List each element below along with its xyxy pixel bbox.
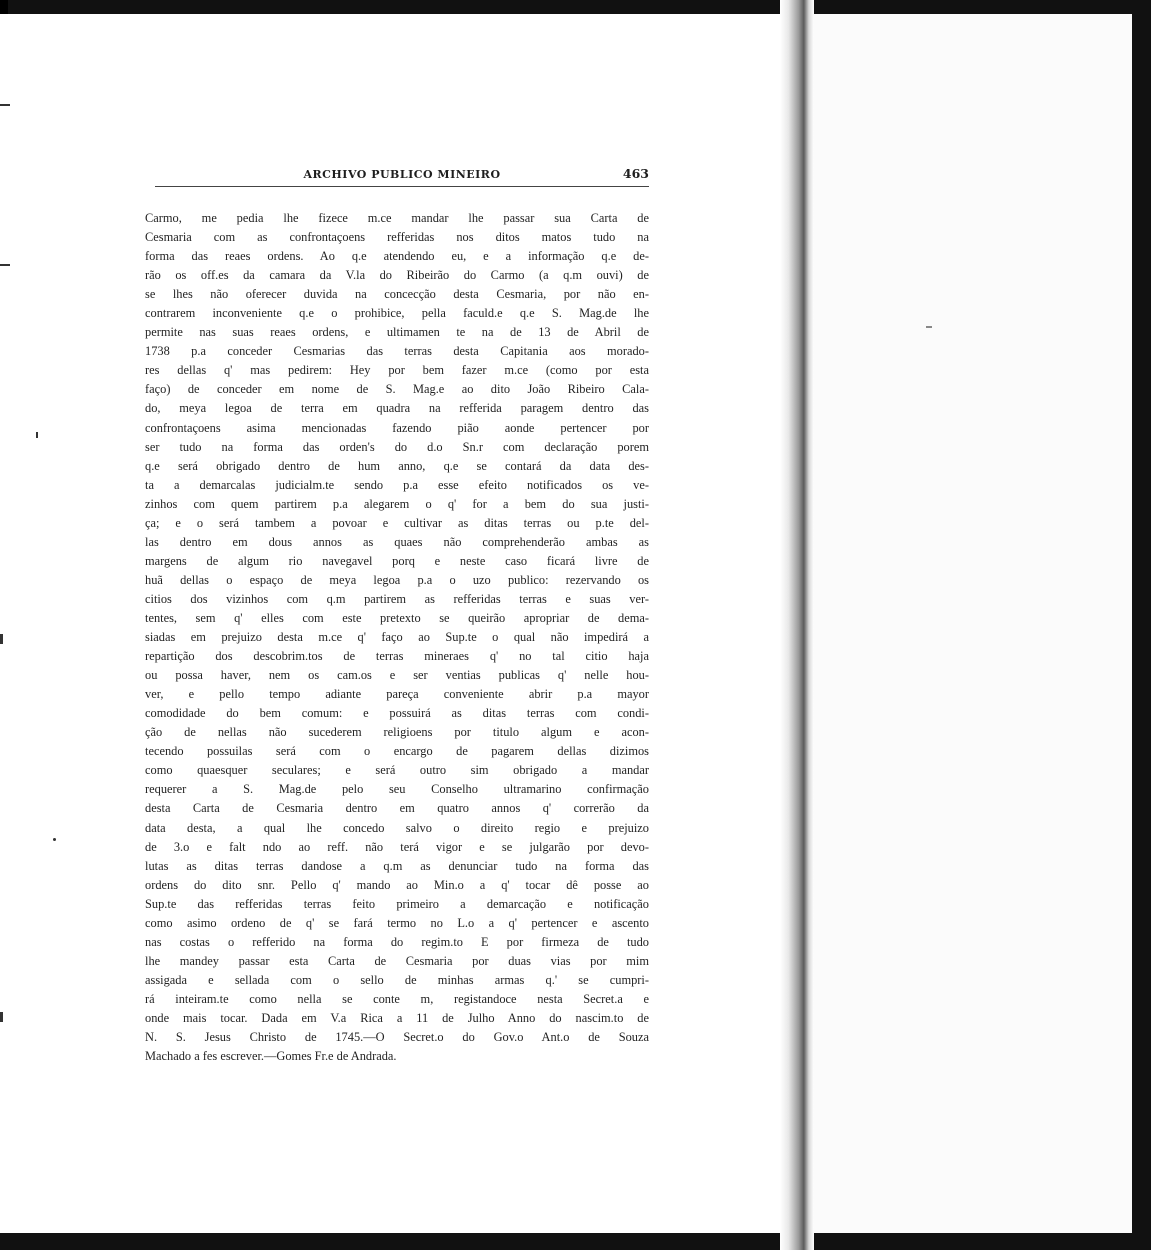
text-line: res dellas q' mas pedirem: Hey por bem fazer m.ce (como por esta xyxy=(145,363,649,378)
text-line: tentes, sem q' elles com este pretexto se queirão apropriar de dema- xyxy=(145,610,649,625)
text-line: Carmo, me pedia lhe fizece m.ce mandar lhe passar sua Carta de xyxy=(145,211,649,225)
text-line: Sup.te das refferidas terras feito primeiro a demarcação e notificação xyxy=(145,896,649,911)
text-line: q.e será obrigado dentro de hum anno, q.e se contará da data des- xyxy=(145,458,649,473)
margin-mark xyxy=(0,1012,3,1022)
text-line: 1738 p.a conceder Cesmarias das terras desta Capitania aos morado- xyxy=(145,344,649,359)
margin-mark xyxy=(0,104,10,106)
text-line: N. S. Jesus Christo de 1745.—O Secret.o do Gov.o Ant.o de Souza xyxy=(145,1030,649,1045)
text-line: de 3.o e falt ndo ao reff. não terá vigor e se julgarão por devo- xyxy=(145,839,649,854)
text-line: ça; e o será tambem a povoar e cultivar as ditas terras ou p.te del- xyxy=(145,515,649,530)
margin-mark xyxy=(53,838,56,841)
text-line: repartição dos descobrim.tos de terras mineraes q' no tal citio haja xyxy=(145,649,649,664)
facing-page-blank xyxy=(814,14,1132,1233)
text-line: como asimo ordeno de q' se fará termo no L.o a q' pertencer e ascento xyxy=(145,915,649,930)
page-header xyxy=(155,166,649,188)
text-line: nas costas o refferido na forma do regim.to E por firmeza de tudo xyxy=(145,934,649,949)
text-line: onde mais tocar. Dada em V.a Rica a 11 de Julho Anno do nascim.to de xyxy=(145,1010,649,1025)
text-line: data desta, a qual lhe concedo salvo o direito regio e prejuizo xyxy=(145,820,649,835)
text-line: como quaesquer seculares; e será outro sim obrigado a mandar xyxy=(145,763,649,778)
margin-mark xyxy=(0,264,10,266)
text-line: las dentro em dous annos as quaes não comprehenderão ambas as xyxy=(145,534,649,549)
text-line: assigada e sellada com o sello de minhas armas q.' se cumpri- xyxy=(145,972,649,987)
body-text xyxy=(145,209,649,1066)
margin-mark xyxy=(36,432,38,438)
margin-mark xyxy=(926,326,932,328)
text-line: se lhes não oferecer duvida na concecção desta Cesmaria, por não en- xyxy=(145,287,649,302)
text-line: permite nas suas reaes ordens, e ultimamen te na de 13 de Abril de xyxy=(145,325,649,340)
text-line: requerer a S. Mag.de pelo seu Conselho ultramarino confirmação xyxy=(145,782,649,797)
text-line: ser tudo na forma das orden's do d.o Sn.r com declaração porem xyxy=(145,439,649,454)
text-line: huã dellas o espaço de meya legoa p.a o uzo publico: rezervando os xyxy=(145,572,649,587)
text-line: ordens do dito snr. Pello q' mando ao Min.o a q' tocar dê posse ao xyxy=(145,877,649,892)
text-line: rá inteiram.te como nella se conte m, registandoce nesta Secret.a e xyxy=(145,991,649,1006)
text-line: tecendo possuilas será com o encargo de pagarem dellas dizimos xyxy=(145,744,649,759)
text-line: ção de nellas não sucederem religioens por titulo algum e acon- xyxy=(145,725,649,740)
text-line: lhe mandey passar esta Carta de Cesmaria por duas vias por mim xyxy=(145,953,649,968)
scan-border-bottom xyxy=(0,1233,1151,1250)
text-line: Cesmaria com as confrontaçoens refferidas nos ditos matos tudo na xyxy=(145,230,649,245)
page-number: 463 xyxy=(622,166,649,181)
margin-mark xyxy=(0,634,3,644)
text-line: zinhos com quem partirem p.a alegarem o q' for a bem do sua justi- xyxy=(145,496,649,511)
text-line: Machado a fes escrever.—Gomes Fr.e de Andrada. xyxy=(145,1049,397,1064)
text-line: siadas em prejuizo desta m.ce q' faço ao Sup.te o qual não impedirá a xyxy=(145,630,649,645)
text-line: ta a demarcalas judicialm.te sendo p.a esse efeito notificados os ve- xyxy=(145,477,649,492)
text-line: lutas as ditas terras dandose a q.m as denunciar tudo na forma das xyxy=(145,858,649,873)
scan-border-top xyxy=(0,0,1151,14)
text-line: do, meya legoa de terra em quadra na refferida paragem dentro das xyxy=(145,401,649,416)
text-line: margens de algum rio navegavel porq e neste caso ficará livre de xyxy=(145,553,649,568)
text-line: comodidade do bem comum: e possuirá as ditas terras com condi- xyxy=(145,706,649,721)
text-line: rão os off.es da camara da V.la do Ribeirão do Carmo (a q.m ouvi) de xyxy=(145,268,649,283)
book-gutter-shadow xyxy=(780,0,814,1250)
text-line: ou possa haver, nem os cam.os e ser ventias publicas q' nelle hou- xyxy=(145,668,649,683)
running-title: ARCHIVO PUBLICO MINEIRO xyxy=(303,168,501,181)
header-rule xyxy=(155,186,649,187)
text-line: ver, e pello tempo adiante pareça conveniente abrir p.a mayor xyxy=(145,687,649,702)
scan-border-right xyxy=(1132,0,1151,1250)
text-line: faço) de conceder em nome de S. Mag.e ao dito João Ribeiro Cala- xyxy=(145,382,649,397)
scan-corner xyxy=(0,0,8,14)
text-line: desta Carta de Cesmaria dentro em quatro annos q' correrão da xyxy=(145,801,649,816)
text-line: contrarem inconveniente q.e o prohibice, pella faculd.e q.e S. Mag.de lhe xyxy=(145,306,649,321)
text-line: confrontaçoens asima mencionadas fazendo pião aonde pertencer por xyxy=(145,420,649,435)
text-line: citios dos vizinhos com q.m partirem as refferidas terras e suas ver- xyxy=(145,591,649,606)
text-line: forma das reaes ordens. Ao q.e atendendo eu, e a informação q.e de- xyxy=(145,249,649,264)
